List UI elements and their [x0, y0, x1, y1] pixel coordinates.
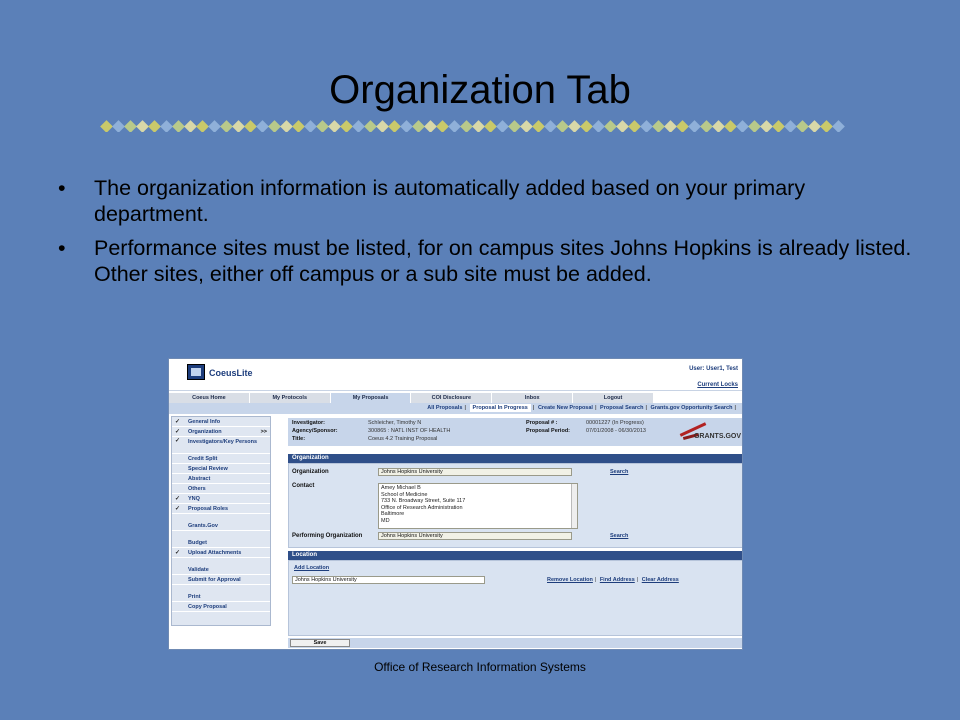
decorative-diamond	[436, 120, 449, 132]
check-icon: ✓	[175, 419, 181, 425]
decorative-diamond	[460, 120, 473, 132]
decorative-diamond	[760, 120, 773, 132]
investigator-value: Schleicher, Timothy N	[368, 420, 422, 426]
title-label: Title:	[292, 436, 306, 442]
proposal-subnav: All Proposals | Proposal In Progress | Create New Proposal | Proposal Search | Grants.gov Opportunity Search |	[169, 403, 743, 414]
subnav-grants-gov-search[interactable]: Grants.gov Opportunity Search	[650, 405, 733, 411]
contact-label: Contact	[292, 483, 315, 489]
sidebar-item-abstract[interactable]: Abstract	[172, 474, 270, 484]
check-icon: ✓	[175, 438, 181, 444]
sidebar-item-grants-gov[interactable]: Grants.Gov	[172, 521, 270, 531]
decorative-diamond	[184, 120, 197, 132]
location-section-header: Location	[288, 551, 743, 560]
tab-coeus-home[interactable]: Coeus Home	[169, 393, 250, 403]
decorative-diamond	[496, 120, 509, 132]
tab-logout[interactable]: Logout	[573, 393, 654, 403]
app-banner	[169, 359, 743, 391]
organization-search-link[interactable]: Search	[610, 469, 629, 475]
sidebar-item-submit-for-approval[interactable]: Submit for Approval	[172, 575, 270, 585]
decorative-diamond	[832, 120, 845, 132]
agency-value: 300865 : NATL INST OF HEALTH	[368, 428, 451, 434]
sidebar-item-others[interactable]: Others	[172, 484, 270, 494]
decorative-diamond	[364, 120, 377, 132]
decorative-diamond	[736, 120, 749, 132]
add-location-link[interactable]: Add Location	[294, 565, 330, 571]
organization-field[interactable]: Johns Hopkins University	[378, 468, 572, 476]
sidebar-item-credit-split[interactable]: Credit Split	[172, 454, 270, 464]
save-bar	[288, 638, 743, 648]
tab-inbox[interactable]: Inbox	[492, 393, 573, 403]
decorative-diamond	[820, 120, 833, 132]
decorative-diamond	[664, 120, 677, 132]
decorative-diamond	[136, 120, 149, 132]
decorative-diamond	[412, 120, 425, 132]
contact-scrollbar[interactable]	[571, 484, 577, 528]
subnav-all-proposals[interactable]: All Proposals	[427, 405, 463, 411]
decorative-diamond	[256, 120, 269, 132]
performing-org-field[interactable]: Johns Hopkins University	[378, 532, 572, 540]
location-section	[288, 560, 743, 636]
find-address-link[interactable]: Find Address	[599, 577, 635, 583]
decorative-diamond	[172, 120, 185, 132]
decorative-diamond	[544, 120, 557, 132]
proposal-header	[288, 418, 743, 446]
organization-section-header: Organization	[288, 454, 743, 463]
decorative-diamond	[748, 120, 761, 132]
decorative-diamond	[340, 120, 353, 132]
slide-title: Organization Tab	[329, 68, 631, 112]
decorative-diamond	[712, 120, 725, 132]
decorative-diamond	[676, 120, 689, 132]
investigator-label: Investigator:	[292, 420, 326, 426]
decorative-diamond	[244, 120, 257, 132]
subnav-proposal-in-progress[interactable]: Proposal In Progress	[470, 404, 531, 412]
subnav-proposal-search[interactable]: Proposal Search	[600, 405, 644, 411]
check-icon: ✓	[175, 496, 181, 502]
performing-org-search-link[interactable]: Search	[610, 533, 629, 539]
current-item-arrow: >>	[260, 429, 267, 435]
sidebar-item-special-review[interactable]: Special Review	[172, 464, 270, 474]
sidebar-item-ynq[interactable]: ✓ YNQ	[172, 494, 270, 504]
decorative-diamond	[124, 120, 137, 132]
proposal-number-value: 00001227 (In Progress)	[586, 420, 644, 426]
decorative-diamond	[160, 120, 173, 132]
coeus-logo-icon	[187, 364, 205, 380]
decorative-diamond	[520, 120, 533, 132]
decorative-diamond	[484, 120, 497, 132]
check-icon: ✓	[175, 506, 181, 512]
sidebar-item-print[interactable]: Print	[172, 592, 270, 602]
decorative-diamond	[508, 120, 521, 132]
proposal-number-label: Proposal # :	[526, 420, 558, 426]
tab-my-protocols[interactable]: My Protocols	[250, 393, 331, 403]
proposal-period-label: Proposal Period:	[526, 428, 571, 434]
decorative-diamond	[688, 120, 701, 132]
decorative-diamond	[652, 120, 665, 132]
sidebar-item-proposal-roles[interactable]: ✓ Proposal Roles	[172, 504, 270, 514]
decorative-diamond	[772, 120, 785, 132]
app-logo-text: CoeusLite	[209, 368, 253, 378]
decorative-diamond	[796, 120, 809, 132]
decorative-rule	[100, 120, 860, 132]
current-locks-link[interactable]: Current Locks	[697, 382, 738, 388]
performing-org-label: Performing Organization	[292, 533, 363, 539]
decorative-diamond	[388, 120, 401, 132]
decorative-diamond	[784, 120, 797, 132]
bullet-item: • The organization information is automatically added based on your primary department.	[58, 175, 918, 227]
contact-textarea[interactable]: Amey Michael B School of Medicine 733 N. Broadway Street, Suite 117 Office of Research Administration Baltimore MD	[378, 483, 578, 529]
decorative-diamond	[208, 120, 221, 132]
check-icon: ✓	[175, 550, 181, 556]
sidebar-item-validate[interactable]: Validate	[172, 565, 270, 575]
decorative-diamond	[148, 120, 161, 132]
decorative-diamond	[112, 120, 125, 132]
organization-section	[288, 463, 743, 548]
proposal-period-value: 07/01/2008 - 06/30/2013	[586, 428, 646, 434]
decorative-diamond	[604, 120, 617, 132]
decorative-diamond	[724, 120, 737, 132]
remove-location-link[interactable]: Remove Location	[547, 577, 593, 583]
decorative-diamond	[328, 120, 341, 132]
tab-my-proposals[interactable]: My Proposals	[331, 393, 412, 403]
location-field[interactable]: Johns Hopkins University	[292, 576, 485, 584]
decorative-diamond	[580, 120, 593, 132]
app-screenshot	[168, 358, 743, 650]
clear-address-link[interactable]: Clear Address	[641, 577, 679, 583]
decorative-diamond	[568, 120, 581, 132]
main-pane	[286, 416, 742, 648]
decorative-diamond	[808, 120, 821, 132]
save-button[interactable]: Save	[290, 639, 350, 647]
decorative-diamond	[196, 120, 209, 132]
decorative-diamond	[268, 120, 281, 132]
user-label: User: User1, Test	[689, 366, 738, 372]
sidebar-item-general-info[interactable]: ✓ General Info	[172, 417, 270, 427]
title-value: Coeus 4.2 Training Proposal	[368, 436, 438, 442]
decorative-diamond	[424, 120, 437, 132]
decorative-diamond	[352, 120, 365, 132]
decorative-diamond	[700, 120, 713, 132]
check-icon: ✓	[175, 429, 181, 435]
bullet-item: • Performance sites must be listed, for on campus sites Johns Hopkins is already listed. Other sites, either off campus or a sub site must be added.	[58, 235, 918, 287]
sidebar-item-copy-proposal[interactable]: Copy Proposal	[172, 602, 270, 612]
decorative-diamond	[532, 120, 545, 132]
decorative-diamond	[556, 120, 569, 132]
decorative-diamond	[376, 120, 389, 132]
decorative-diamond	[316, 120, 329, 132]
proposal-sidebar	[171, 416, 271, 626]
decorative-diamond	[232, 120, 245, 132]
decorative-diamond	[592, 120, 605, 132]
slide-footer: Office of Research Information Systems	[374, 660, 586, 674]
decorative-diamond	[448, 120, 461, 132]
main-tabs	[169, 393, 654, 403]
agency-label: Agency/Sponsor:	[292, 428, 338, 434]
sidebar-item-budget[interactable]: Budget	[172, 538, 270, 548]
decorative-diamond	[292, 120, 305, 132]
sidebar-item-organization[interactable]: ✓ Organization >>	[172, 427, 270, 437]
tab-coi-disclosure[interactable]: COI Disclosure	[411, 393, 492, 403]
decorative-diamond	[616, 120, 629, 132]
location-actions: Remove Location | Find Address | Clear Address	[547, 577, 679, 583]
decorative-diamond	[304, 120, 317, 132]
decorative-diamond	[280, 120, 293, 132]
decorative-diamond	[472, 120, 485, 132]
decorative-diamond	[220, 120, 233, 132]
decorative-diamond	[628, 120, 641, 132]
decorative-diamond	[100, 120, 112, 132]
sidebar-item-investigators[interactable]: ✓ Investigators/Key Persons	[172, 437, 270, 454]
grants-gov-logo-icon: GRANTS.GOV	[669, 423, 741, 443]
decorative-diamond	[400, 120, 413, 132]
sidebar-item-upload-attachments[interactable]: ✓ Upload Attachments	[172, 548, 270, 558]
subnav-create-new-proposal[interactable]: Create New Proposal	[537, 405, 593, 411]
organization-label: Organization	[292, 469, 329, 475]
bullet-list	[58, 175, 918, 295]
decorative-diamond	[640, 120, 653, 132]
